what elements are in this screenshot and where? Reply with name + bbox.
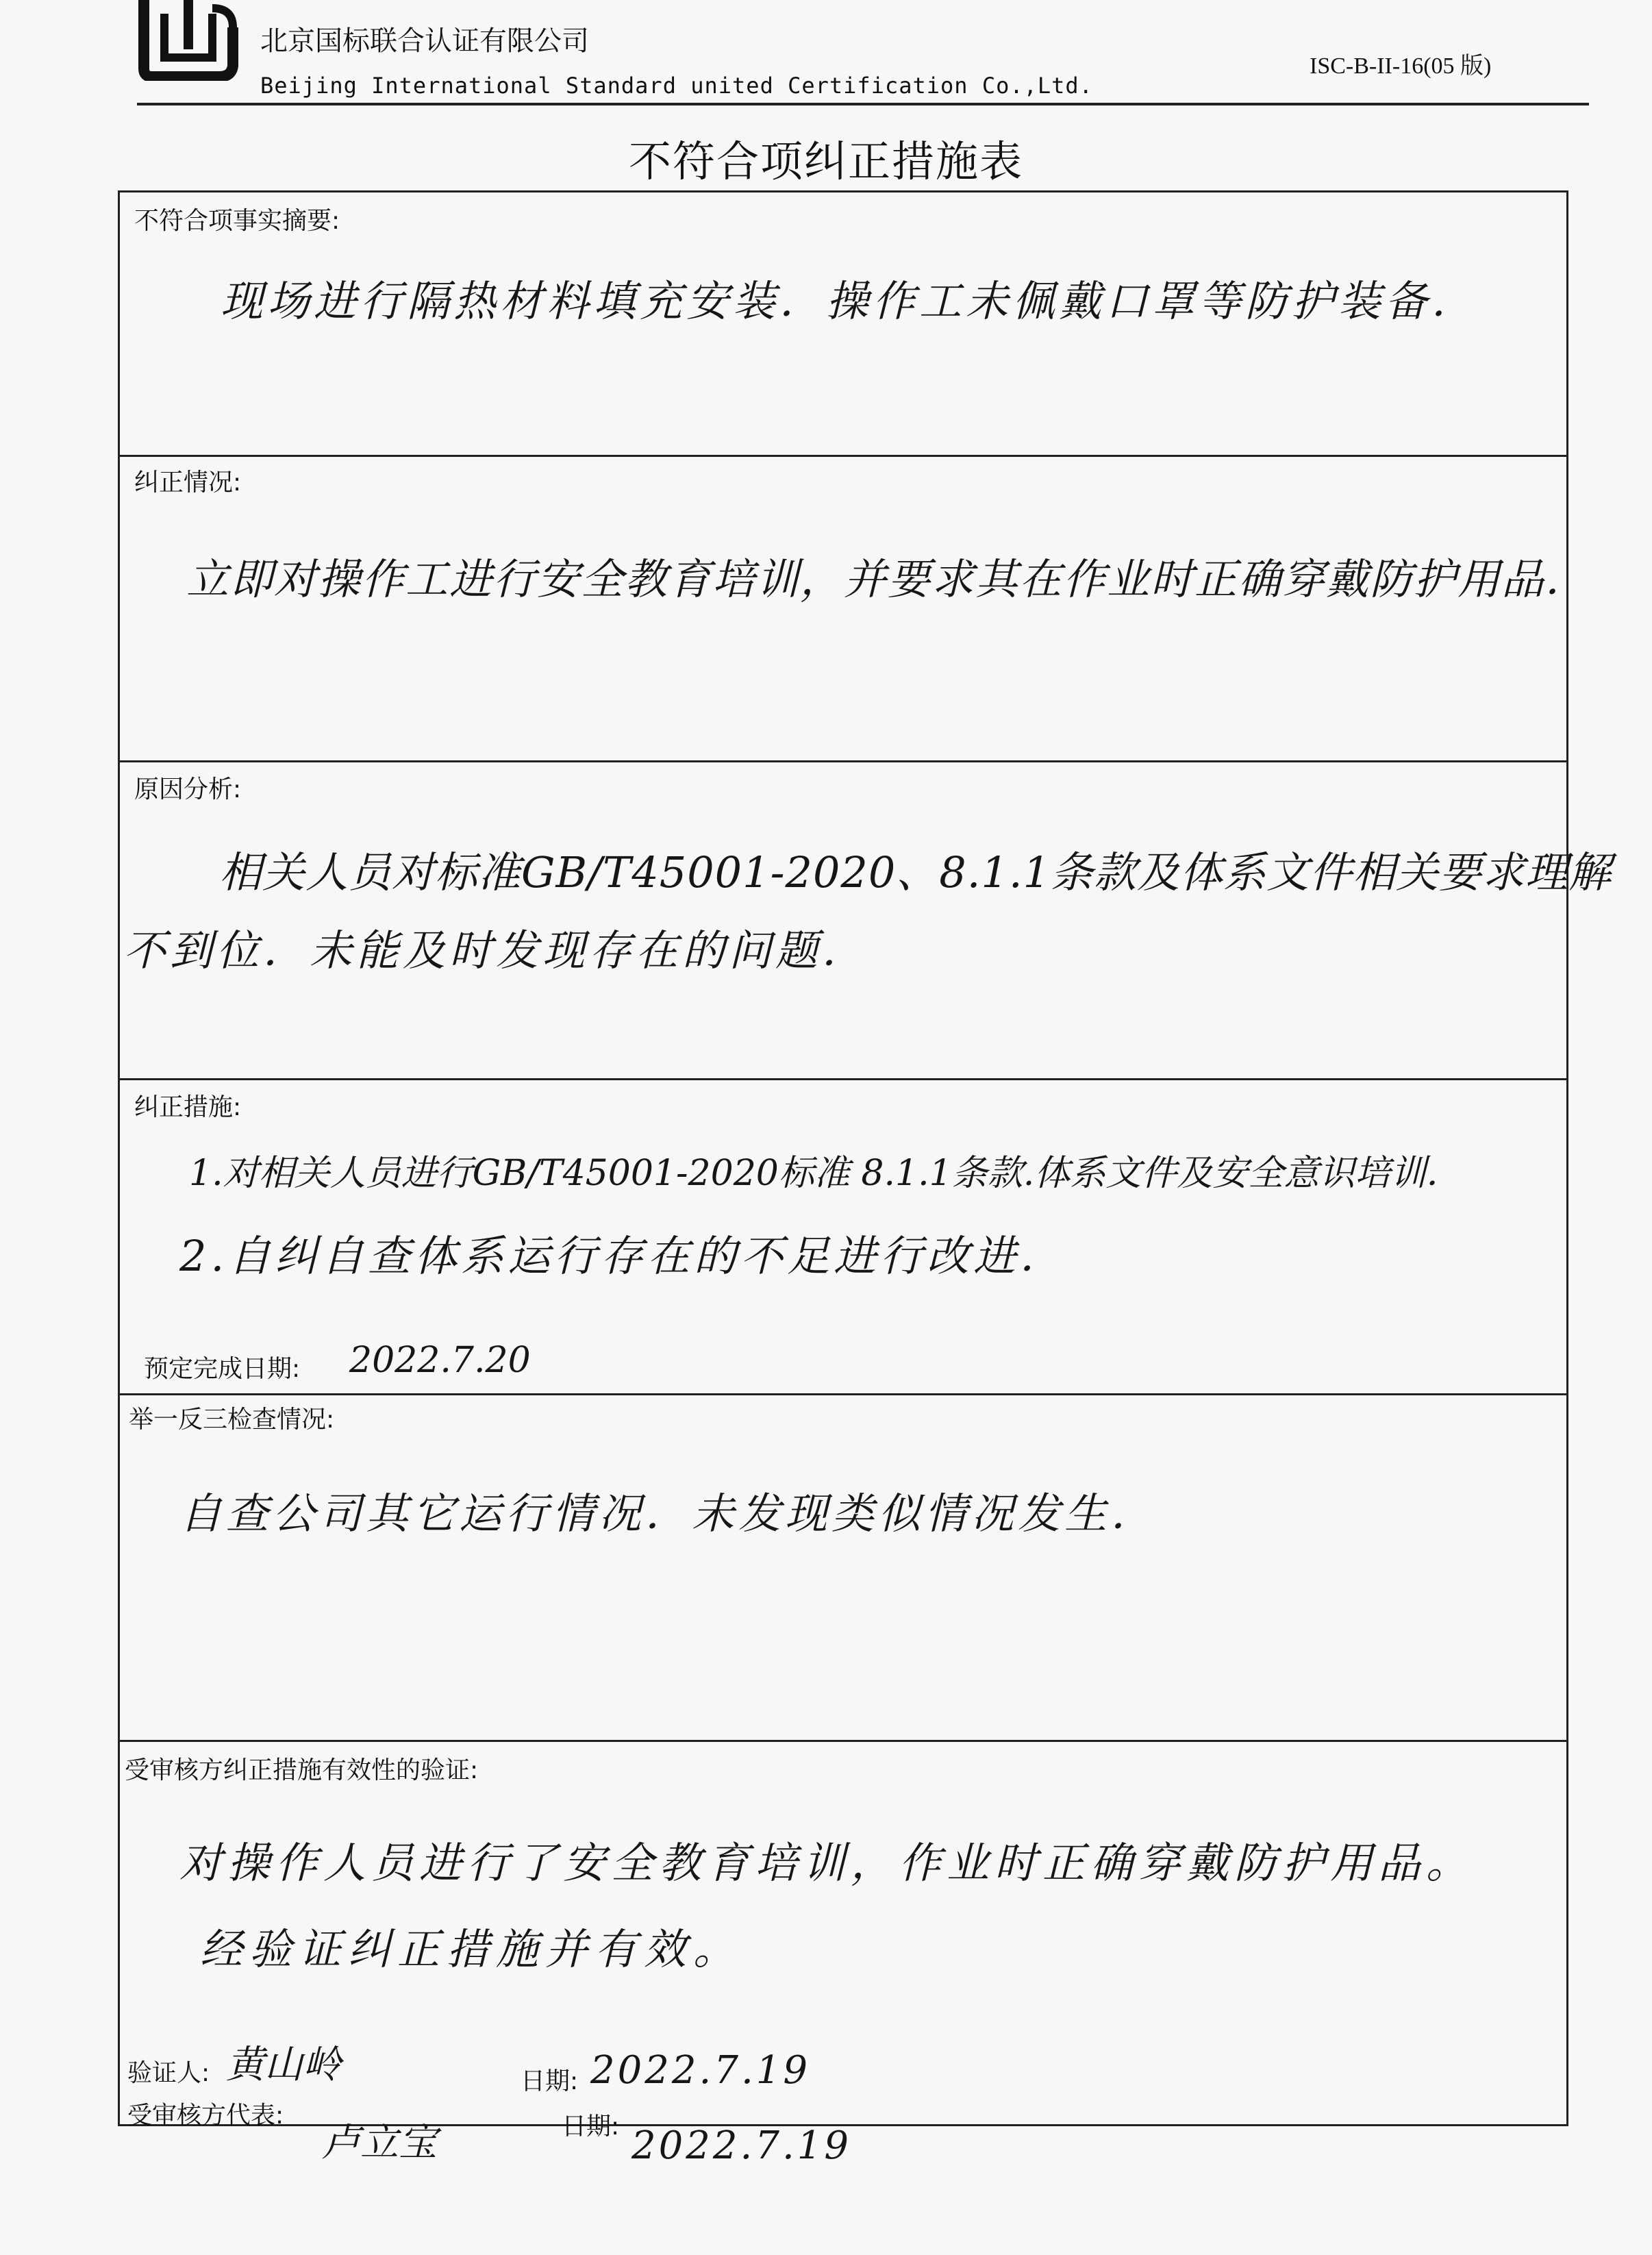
representative-signature: 卢立宝	[322, 2121, 437, 2165]
facts-content: 现场进行隔热材料填充安装．操作工未佩戴口罩等防护装备．	[221, 276, 1479, 326]
cause-label: 原因分析:	[134, 775, 242, 803]
verification-line-2: 经验证纠正措施并有效。	[200, 1924, 743, 1974]
cause-line-1: 相关人员对标准GB/T45001-2020、8.1.1条款及体系文件相关要求理解	[219, 847, 1612, 897]
representative-date-value: 2022.7.19	[631, 2123, 852, 2168]
header-divider	[137, 103, 1589, 105]
verifier-label: 验证人:	[127, 2059, 210, 2087]
row-divider	[118, 1740, 1568, 1742]
company-logo-icon	[137, 0, 240, 81]
measures-line-1: 1.对相关人员进行GB/T45001-2020标准 8.1.1条款.体系文件及安全意识培训．	[189, 1153, 1462, 1194]
cause-line-2: 不到位．未能及时发现存在的问题．	[123, 925, 869, 975]
correction-label: 纠正情况:	[134, 469, 242, 497]
row-divider	[118, 760, 1568, 762]
verification-date-value: 2022.7.19	[590, 2048, 811, 2093]
company-name-en: Beijing International Standard united Certification Co.,Ltd.	[260, 73, 1093, 99]
facts-label: 不符合项事实摘要:	[134, 207, 340, 235]
due-date-label: 预定完成日期:	[144, 1355, 301, 1383]
company-name-cn: 北京国标联合认证有限公司	[260, 25, 589, 57]
verification-line-1: 对操作人员进行了安全教育培训，作业时正确穿戴防护用品。	[179, 1838, 1475, 1888]
extension-label: 举一反三检查情况:	[129, 1406, 335, 1434]
row-divider	[118, 455, 1568, 457]
form-code: ISC-B-II-16(05 版)	[1310, 53, 1492, 79]
row-divider	[118, 1393, 1568, 1395]
correction-content: 立即对操作工进行安全教育培训，并要求其在作业时正确穿戴防护用品．	[186, 554, 1590, 604]
form-title: 不符合项纠正措施表	[628, 136, 1023, 186]
measures-line-2: 2.自纠自查体系运行存在的不足进行改进．	[179, 1231, 1067, 1281]
measures-label: 纠正措施:	[134, 1093, 242, 1121]
row-divider	[118, 1078, 1568, 1080]
extension-content: 自查公司其它运行情况．未发现类似情况发生．	[179, 1488, 1158, 1538]
verification-date-label: 日期:	[521, 2067, 579, 2095]
due-date-value: 2022.7.20	[349, 1340, 531, 1381]
representative-date-label: 日期:	[562, 2113, 620, 2141]
verification-label: 受审核方纠正措施有效性的验证:	[125, 1756, 479, 1784]
representative-label: 受审核方代表:	[127, 2102, 284, 2130]
verifier-signature: 黄山岭	[226, 2043, 341, 2087]
